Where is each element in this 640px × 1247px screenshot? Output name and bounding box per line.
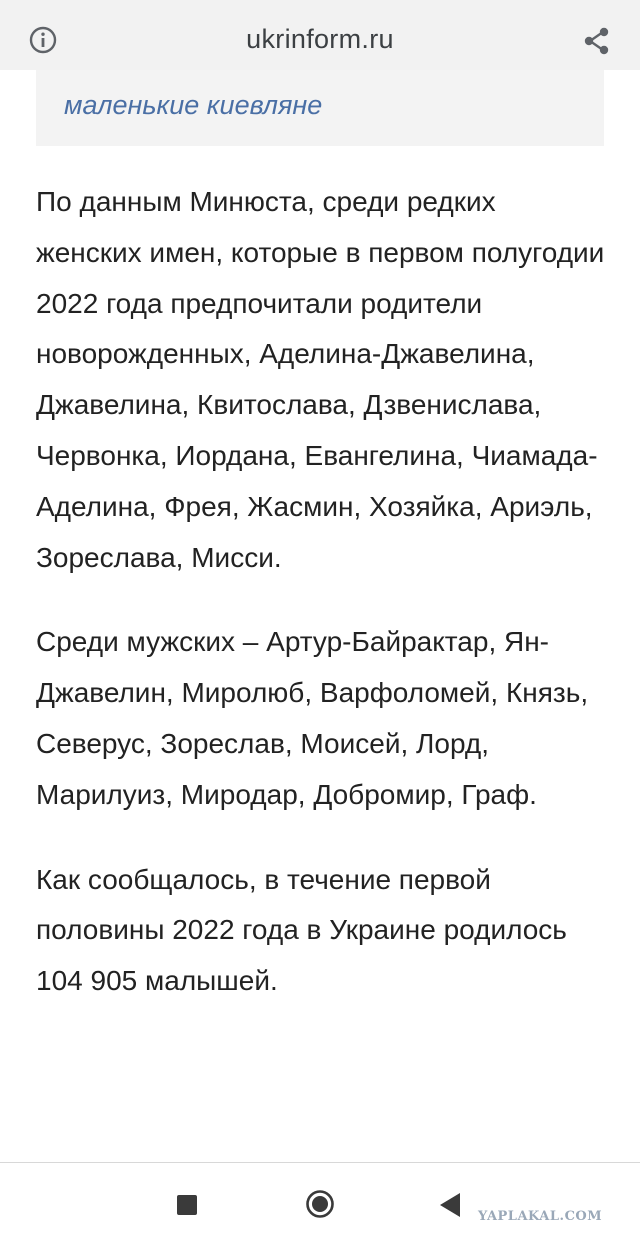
image-caption: маленькие киевляне [64, 90, 323, 120]
image-caption-box [36, 70, 604, 146]
home-circle-icon[interactable] [305, 1189, 335, 1219]
article-paragraph-births: Как сообщалось, в течение первой половины 2022 года в Украине родилось 104 905 малышей. [36, 863, 567, 997]
article-paragraph-female-names: По данным Минюста, среди редких женских имен, которые в первом полугодии 2022 года предпочитали родители новорожденных, Аделина-Джавелина, Джавелина, Квитослава, Дзвенислава, Червонка, Иордана, Евангелина, Чиамада-Аделина, Фрея, Жасмин, Хозяйка, Ариэль, Зореслава, Мисси. [36, 186, 605, 573]
share-icon[interactable] [582, 26, 612, 56]
recents-square-icon[interactable] [177, 1195, 197, 1215]
watermark-text: YAPLAKAL.COM [478, 1209, 603, 1224]
article-body [36, 177, 606, 1041]
article-paragraph-male-names: Среди мужских – Артур-Байрактар, Ян-Джавелин, Миролюб, Варфоломей, Князь, Северус, Зореслав, Моисей, Лорд, Марилуиз, Миродар, Добромир, Граф. [36, 626, 589, 810]
browser-top-bar [0, 0, 640, 70]
url-text[interactable]: ukrinform.ru [246, 24, 394, 54]
android-nav-bar [0, 1162, 640, 1247]
back-triangle-icon[interactable] [440, 1193, 460, 1217]
